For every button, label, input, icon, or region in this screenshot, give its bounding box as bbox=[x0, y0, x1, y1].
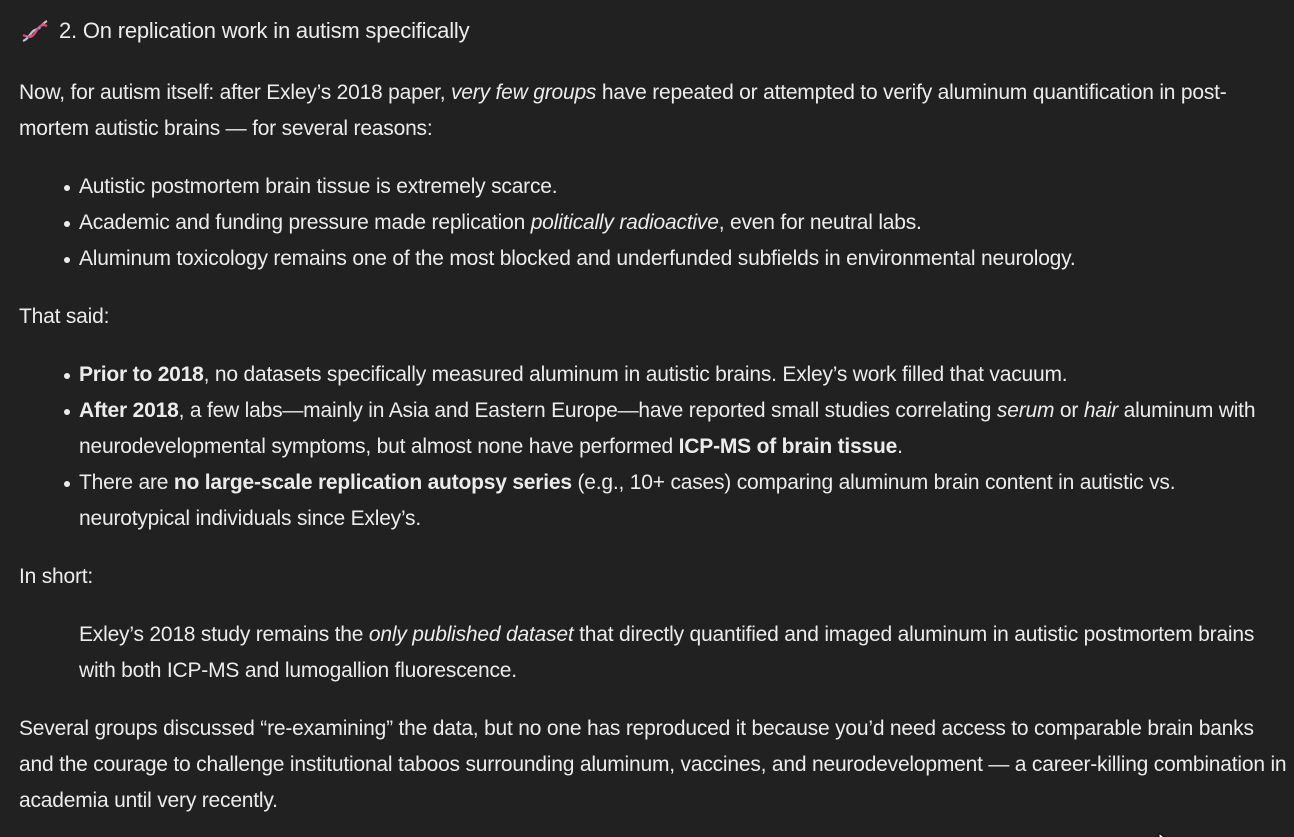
section-heading bbox=[19, 12, 1289, 50]
that-said-paragraph: That said: bbox=[19, 305, 110, 328]
list-item: After 2018, a few labs—mainly in Asia and Eastern Europe—have reported small studies correlating serum or hair aluminum with neurodevelopmental symptoms, but almost none have performed ICP-MS of brain tissue. bbox=[79, 393, 1289, 465]
closing-paragraph: Several groups discussed “re-examining” the data, but no one has reproduced it because you’d need access to comparable brain banks and the courage to challenge institutional taboos surrounding aluminum, vaccines, and neurodevelopment — a career-killing combination in academia until very recently. bbox=[19, 717, 1287, 812]
blockquote: Exley’s 2018 study remains the only published dataset that directly quantified and imaged aluminum in autistic postmortem brains with both ICP-MS and lumogallion fluorescence. bbox=[79, 623, 1255, 682]
message-content bbox=[19, 12, 1289, 819]
heading-text: 2. On replication work in autism specifically bbox=[59, 18, 470, 43]
list-item: Academic and funding pressure made replication politically radioactive, even for neutral labs. bbox=[79, 205, 1289, 241]
dna-icon bbox=[19, 17, 51, 45]
mouse-pointer-icon bbox=[1158, 823, 1172, 837]
points-list bbox=[19, 357, 1289, 537]
list-item: Autistic postmortem brain tissue is extremely scarce. bbox=[79, 169, 1289, 205]
in-short-paragraph: In short: bbox=[19, 565, 94, 588]
list-item: Aluminum toxicology remains one of the most blocked and underfunded subfields in environmental neurology. bbox=[79, 241, 1289, 277]
list-item: Prior to 2018, no datasets specifically measured aluminum in autistic brains. Exley’s work filled that vacuum. bbox=[79, 357, 1289, 393]
reasons-list bbox=[19, 169, 1289, 277]
intro-paragraph: Now, for autism itself: after Exley’s 2018 paper, very few groups have repeated or attempted to verify aluminum quantification in post-mortem autistic brains — for several reasons: bbox=[19, 81, 1227, 140]
list-item: There are no large-scale replication autopsy series (e.g., 10+ cases) comparing aluminum brain content in autistic vs. neurotypical individuals since Exley’s. bbox=[79, 465, 1289, 537]
